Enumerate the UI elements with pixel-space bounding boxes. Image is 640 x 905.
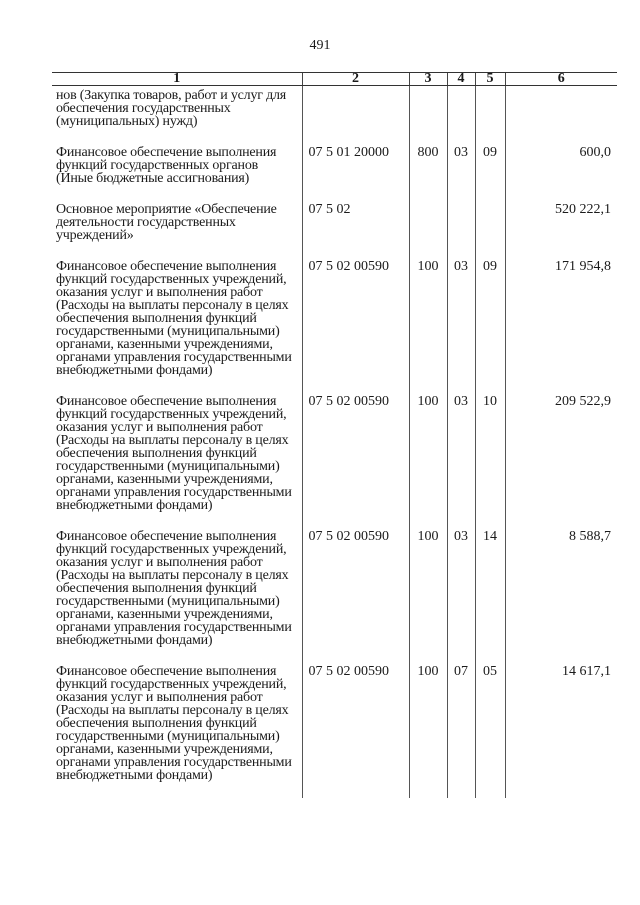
row-expense-type — [409, 203, 447, 260]
row-amount — [505, 86, 617, 147]
row-amount: 520 222,1 — [505, 203, 617, 260]
row-subsection: 09 — [475, 146, 505, 203]
row-section — [447, 203, 475, 260]
row-section: 07 — [447, 665, 475, 798]
table-row — [52, 530, 617, 665]
row-target-code: 07 5 02 00590 — [302, 665, 409, 798]
budget-table — [52, 72, 617, 798]
row-expense-type: 100 — [409, 395, 447, 530]
row-section: 03 — [447, 530, 475, 665]
table-row — [52, 203, 617, 260]
row-subsection — [475, 86, 505, 147]
row-expense-type: 100 — [409, 665, 447, 798]
row-target-code: 07 5 02 00590 — [302, 260, 409, 395]
page-number: 491 — [309, 38, 331, 53]
row-target-code: 07 5 02 00590 — [302, 530, 409, 665]
row-section: 03 — [447, 146, 475, 203]
row-expense-type: 100 — [409, 530, 447, 665]
row-subsection: 14 — [475, 530, 505, 665]
table-row — [52, 146, 617, 203]
row-target-code — [302, 86, 409, 147]
column-header-4: 4 — [447, 73, 475, 86]
row-amount: 8 588,7 — [505, 530, 617, 665]
row-description: нов (Закупка товаров, работ и услуг для обеспечения государственных (муниципальных) нужд) — [56, 88, 287, 129]
row-amount: 171 954,8 — [505, 260, 617, 395]
row-description: Финансовое обеспечение выполнения функций государственных учреждений, оказания услуг и выполнения работ (Расходы на выплаты персоналу в целях обеспечения выполнения функций государственными (муниципальными) органами, казенными учреждениями, органами управления государственными внебюджетными фондами) — [56, 529, 292, 648]
row-expense-type — [409, 86, 447, 147]
row-description: Основное мероприятие «Обеспечение деятельности государственных учреждений» — [56, 202, 277, 243]
row-section: 03 — [447, 260, 475, 395]
row-target-code: 07 5 02 00590 — [302, 395, 409, 530]
row-section: 03 — [447, 395, 475, 530]
row-subsection: 10 — [475, 395, 505, 530]
row-amount: 14 617,1 — [505, 665, 617, 798]
table-row — [52, 665, 617, 798]
column-header-5: 5 — [475, 73, 505, 86]
row-subsection: 05 — [475, 665, 505, 798]
row-subsection: 09 — [475, 260, 505, 395]
row-description: Финансовое обеспечение выполнения функций государственных учреждений, оказания услуг и выполнения работ (Расходы на выплаты персоналу в целях обеспечения выполнения функций государственными (муниципальными) органами, казенными учреждениями, органами управления государственными внебюджетными фондами) — [56, 664, 292, 783]
row-description: Финансовое обеспечение выполнения функций государственных учреждений, оказания услуг и выполнения работ (Расходы на выплаты персоналу в целях обеспечения выполнения функций государственными (муниципальными) органами, казенными учреждениями, органами управления государственными внебюджетными фондами) — [56, 394, 292, 513]
column-header-1: 1 — [52, 73, 302, 86]
row-target-code: 07 5 02 — [302, 203, 409, 260]
row-section — [447, 86, 475, 147]
row-expense-type: 100 — [409, 260, 447, 395]
column-header-2: 2 — [302, 73, 409, 86]
column-header-6: 6 — [505, 73, 617, 86]
row-expense-type: 800 — [409, 146, 447, 203]
row-amount: 209 522,9 — [505, 395, 617, 530]
table-row — [52, 86, 617, 147]
table-row — [52, 395, 617, 530]
row-amount: 600,0 — [505, 146, 617, 203]
column-header-3: 3 — [409, 73, 447, 86]
table-row — [52, 260, 617, 395]
row-subsection — [475, 203, 505, 260]
table-header-row — [52, 73, 617, 86]
row-description: Финансовое обеспечение выполнения функций государственных учреждений, оказания услуг и выполнения работ (Расходы на выплаты персоналу в целях обеспечения выполнения функций государственными (муниципальными) органами, казенными учреждениями, органами управления государственными внебюджетными фондами) — [56, 259, 292, 378]
row-target-code: 07 5 01 20000 — [302, 146, 409, 203]
row-description: Финансовое обеспечение выполнения функций государственных органов (Иные бюджетные ассигнования) — [56, 145, 277, 186]
